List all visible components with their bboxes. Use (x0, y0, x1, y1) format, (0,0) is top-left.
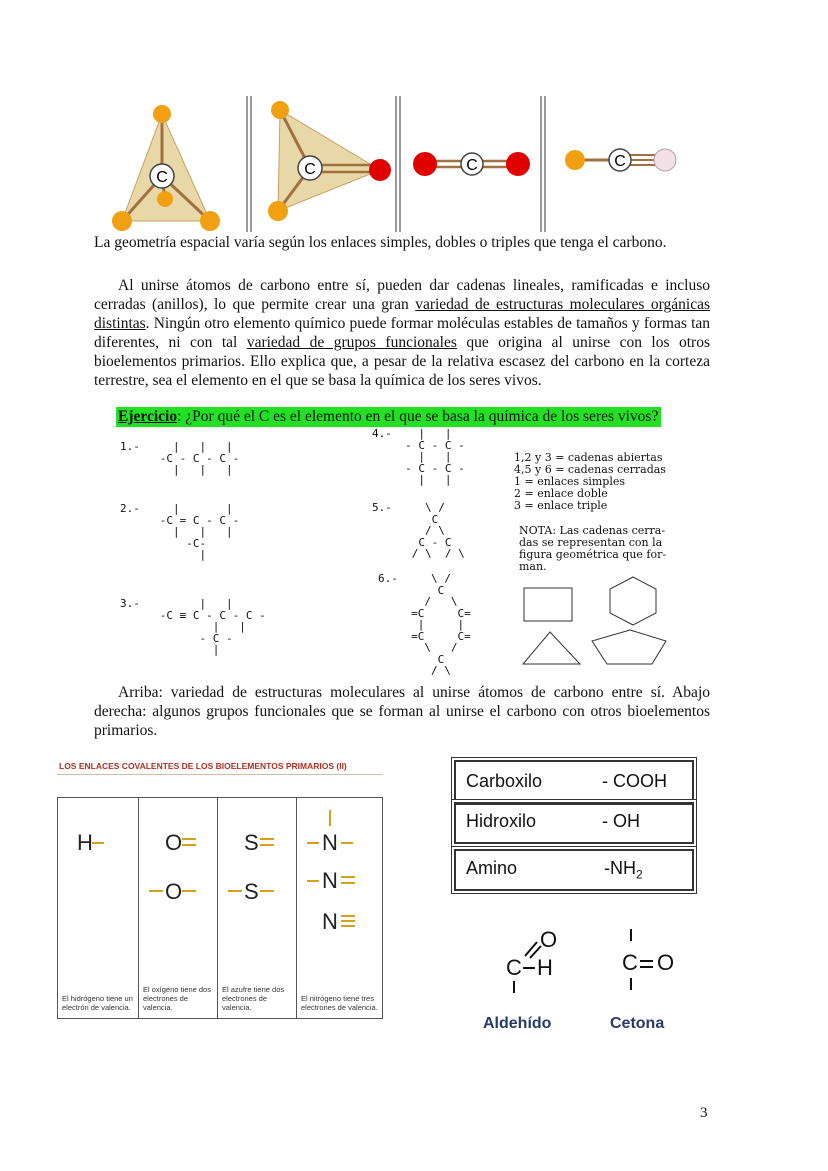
valence-table-title-text: LOS ENLACES COVALENTES DE LOS BIOELEMENTOS PRIMARIOS (II) (59, 761, 347, 771)
oxygen-column (139, 798, 218, 1018)
functional-group-hydroxyl (454, 802, 694, 844)
single-bond-icon (523, 966, 537, 970)
double-bond-icon (639, 958, 655, 970)
functional-group-formula: - COOH (602, 771, 667, 791)
single-bond-icon (629, 978, 633, 992)
paragraph-structures-caption: Arriba: variedad de estructuras moleculares al unirse átomos de carbono entre sí. Abajo derecha: algunos grupos funcionales que se forman al unirse el carbono con otros bioelementos primarios. (94, 684, 710, 739)
aldehyde-hydrogen: H (537, 955, 553, 980)
single-bond-icon (307, 879, 321, 883)
oxygen-symbol: O (165, 830, 183, 855)
hydrogen-note: El hidrógeno tiene un electrón de valencia. (62, 994, 133, 1012)
ketone-structure (615, 925, 695, 1005)
chain-structure-2: 2.- | | -C = C - C - | | | -C- | (120, 502, 240, 561)
oxygen-symbol: O (165, 879, 183, 904)
paragraph-text: . Ningún otro elemento químico puede formar moléculas estables de tamaños y formas tan diferentes, ni con tal (94, 315, 710, 351)
amino-formula-text: -NH (604, 858, 636, 878)
sulfur-column (218, 798, 297, 1018)
linear-co2 (413, 152, 530, 176)
oxygen-note: El oxígeno tiene dos electrones de valencia. (143, 985, 211, 1012)
double-bond-icon (260, 836, 276, 848)
chain-legend: 1,2 y 3 = cadenas abiertas 4,5 y 6 = cadenas cerradas 1 = enlaces simples 2 = enlace doble 3 = enlace triple (514, 451, 666, 512)
aldehyde-carbon: C (506, 955, 522, 980)
geometry-caption: La geometría espacial varía según los enlaces simples, dobles o triples que tenga el carbono. (94, 234, 667, 251)
functional-group-formula (604, 858, 643, 882)
atom-label: C (156, 169, 168, 186)
single-bond-icon (512, 981, 516, 995)
underlined-phrase: variedad de estructuras moleculares orgánicas distintas (94, 296, 710, 332)
chain-structure-4: 4.- | | - C - C - | | - C - C - | | (372, 427, 465, 486)
underlined-phrase: variedad de grupos funcionales (246, 334, 457, 351)
nitrogen-note: El nitrógeno tiene tres electrones de valencia. (301, 994, 378, 1012)
atom-label: C (304, 161, 316, 178)
paragraph-text: Al unirse átomos de carbono entre sí, pueden dar cadenas lineales, ramificadas e incluso cerradas (anillos), lo que permite crear una gran (94, 277, 710, 313)
triple-bond-icon (341, 914, 357, 928)
chain-structure-6: 6.- \ / C / \ =C C= | | =C C= \ / C / \ (378, 572, 471, 677)
functional-group-name: Carboxilo (466, 771, 543, 791)
valence-table-title (57, 756, 383, 775)
page-number: 3 (700, 1105, 708, 1121)
ring-shapes-illustration (520, 576, 670, 670)
valence-table (57, 797, 383, 1019)
chain-structure-3: 3.- | | -C ≡ C - C - C - | | - C - | (120, 597, 266, 656)
nitrogen-column (297, 798, 383, 1018)
exercise-question: : ¿Por qué el C es el elemento en el que se basa la química de los seres vivos? (177, 408, 659, 425)
geometric-shapes (520, 576, 670, 670)
functional-group-formula: - OH (602, 811, 640, 831)
ketone-carbon: C (622, 950, 638, 975)
functional-group-carboxyl (454, 760, 694, 802)
carbon-geometry-illustration (100, 96, 700, 234)
sulfur-symbol: S (244, 830, 259, 855)
double-bond-icon (182, 836, 198, 848)
sulfur-note: El azufre tiene dos electrones de valencia. (222, 985, 285, 1012)
hydrogen-column (58, 798, 139, 1018)
single-bond-icon (629, 929, 633, 943)
functional-group-name: Hidroxilo (466, 811, 537, 831)
exercise-highlight (116, 407, 661, 427)
single-bond-icon (92, 841, 106, 845)
geometry-figures (100, 96, 700, 234)
nitrogen-symbol: N (322, 868, 338, 893)
single-bond-icon (182, 889, 198, 893)
paragraph-text: que origina al unirse con los otros bioelementos primarios. Ello explica que, a pesar de la relativa escasez del carbono en la corteza terrestre, sea el elemento en el que se basa la química de los seres vivos. (94, 334, 710, 389)
aldehyde-label: Aldehído (483, 1015, 552, 1032)
linear-triple-bond (565, 149, 676, 171)
nitrogen-symbol: N (322, 909, 338, 934)
functional-group-name: Amino (466, 858, 518, 878)
exercise-label: Ejercicio (118, 408, 178, 425)
single-bond-icon (260, 889, 276, 893)
ketone-label: Cetona (610, 1015, 665, 1032)
amino-subscript: 2 (636, 867, 643, 882)
sulfur-symbol: S (244, 879, 259, 904)
single-bond-icon (307, 841, 321, 845)
atom-label: C (466, 157, 478, 174)
ketone-oxygen: O (657, 950, 675, 975)
functional-group-amino (454, 849, 694, 891)
atom-label: C (614, 153, 626, 170)
chain-structure-5: 5.- \ / C / \ C - C / \ / \ (372, 501, 465, 560)
double-bond-icon (341, 874, 357, 886)
aldehyde-structure (495, 925, 575, 1005)
chain-note: NOTA: Las cadenas cerra- das se representan con la figura geométrica que for- man. (519, 524, 667, 573)
single-bond-icon (228, 889, 244, 893)
nitrogen-symbol: N (322, 830, 338, 855)
aldehyde-oxygen: O (540, 927, 558, 952)
single-bond-icon (328, 810, 332, 828)
tetrahedral-carbon (112, 105, 220, 231)
chain-structure-1: 1.- | | | -C - C - C - | | | (120, 440, 240, 476)
paragraph-carbon-chains (94, 276, 710, 390)
hydrogen-symbol: H (77, 830, 93, 855)
single-bond-icon (341, 841, 355, 845)
single-bond-icon (149, 889, 165, 893)
trigonal-carbon (268, 101, 391, 221)
